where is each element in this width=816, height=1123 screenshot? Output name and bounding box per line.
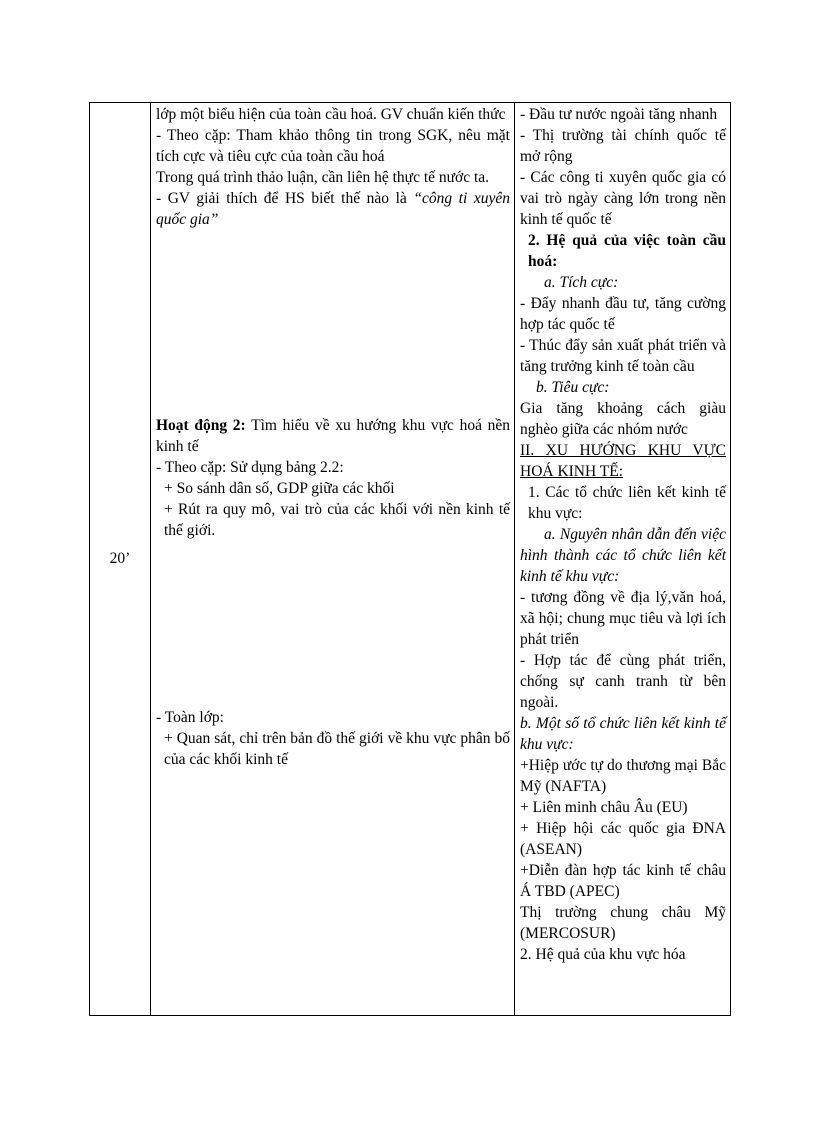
table-row bbox=[90, 103, 731, 1016]
content-text: - tương đồng về địa lý,văn hoá, xã hội; chung mục tiêu và lợi ích phát triển bbox=[520, 589, 726, 648]
activity-text: + So sánh dân số, GDP giữa các khối bbox=[164, 480, 395, 497]
time-cell bbox=[90, 103, 151, 1016]
org-item: +Diễn đàn hợp tác kinh tế châu Á TBD (APEC) bbox=[520, 862, 726, 900]
content-text: - Thị trường tài chính quốc tế mở rộng bbox=[520, 127, 726, 165]
activity-text: + Quan sát, chỉ trên bản đồ thế giới về khu vực phân bố của các khối kinh tế bbox=[164, 730, 510, 768]
activity-text: - Toàn lớp: bbox=[156, 709, 224, 726]
content-text: - Đầu tư nước ngoài tăng nhanh bbox=[520, 106, 718, 123]
activity-text: + Rút ra quy mô, vai trò của các khối với nền kinh tế thế giới. bbox=[164, 501, 510, 539]
content-text: - Đẩy nhanh đầu tư, tăng cường hợp tác quốc tế bbox=[520, 295, 726, 333]
time-value: 20’ bbox=[109, 550, 131, 567]
activity-text bbox=[156, 188, 510, 230]
org-item: +Hiệp ước tự do thương mại Bắc Mỹ (NAFTA) bbox=[520, 757, 726, 795]
content-text: - Thúc đẩy sản xuất phát triển và tăng trưởng kinh tế toàn cầu bbox=[520, 337, 726, 375]
lesson-table bbox=[89, 102, 731, 1016]
content-cell bbox=[515, 103, 731, 1016]
activity-cell bbox=[151, 103, 515, 1016]
org-item: Thị trường chung châu Mỹ (MERCOSUR) bbox=[520, 904, 726, 942]
activity-2-heading bbox=[156, 415, 510, 457]
orgs-title: b. Một số tổ chức liên kết kinh tế khu vực: bbox=[520, 715, 726, 753]
activity-text: - Theo cặp: Tham khảo thông tin trong SGK, nêu mặt tích cực và tiêu cực của toàn cầu hoá bbox=[156, 127, 510, 165]
activity-text: - Theo cặp: Sử dụng bảng 2.2: bbox=[156, 459, 344, 476]
content-text: - Hợp tác để cùng phát triển, chống sự canh tranh từ bên ngoài. bbox=[520, 652, 726, 711]
content-text: - Các công ti xuyên quốc gia có vai trò ngày càng lớn trong nền kinh tế quốc tế bbox=[520, 169, 726, 228]
org-item: + Liên minh châu Âu (EU) bbox=[520, 799, 688, 816]
activity-text: Trong quá trình thảo luận, cần liên hệ thực tế nước ta. bbox=[156, 169, 490, 186]
gv-explain-text: - GV giải thích để HS biết thế nào là bbox=[156, 190, 414, 207]
content-text: 2. Hệ quả của khu vực hóa bbox=[520, 946, 686, 963]
content-text: Gia tăng khoảng cách giàu nghèo giữa các nhóm nước bbox=[520, 400, 726, 438]
cause-title: a. Nguyên nhân dẫn đến việc hình thành các tổ chức liên kết kinh tế khu vực: bbox=[520, 526, 726, 585]
positive-title: a. Tích cực: bbox=[544, 274, 619, 291]
activity-2-title: Hoạt động 2: bbox=[156, 417, 246, 434]
gv-explain-term: “công ti xuyên quốc gia” bbox=[156, 190, 510, 228]
activity-2-text: Tìm hiểu về xu hướng khu vực hoá nền kinh tế bbox=[156, 417, 510, 455]
content-text: 1. Các tổ chức liên kết kinh tế khu vực: bbox=[528, 484, 726, 522]
consequence-heading: 2. Hệ quả của việc toàn cầu hoá: bbox=[528, 232, 726, 270]
activity-text: lớp một biểu hiện của toàn cầu hoá. GV chuẩn kiến thức bbox=[156, 106, 506, 123]
org-item: + Hiệp hội các quốc gia ĐNA (ASEAN) bbox=[520, 820, 726, 858]
negative-title: b. Tiêu cực: bbox=[536, 379, 610, 396]
section-2-title: II. XU HƯỚNG KHU VỰC HOÁ KINH TẾ: bbox=[520, 442, 726, 480]
